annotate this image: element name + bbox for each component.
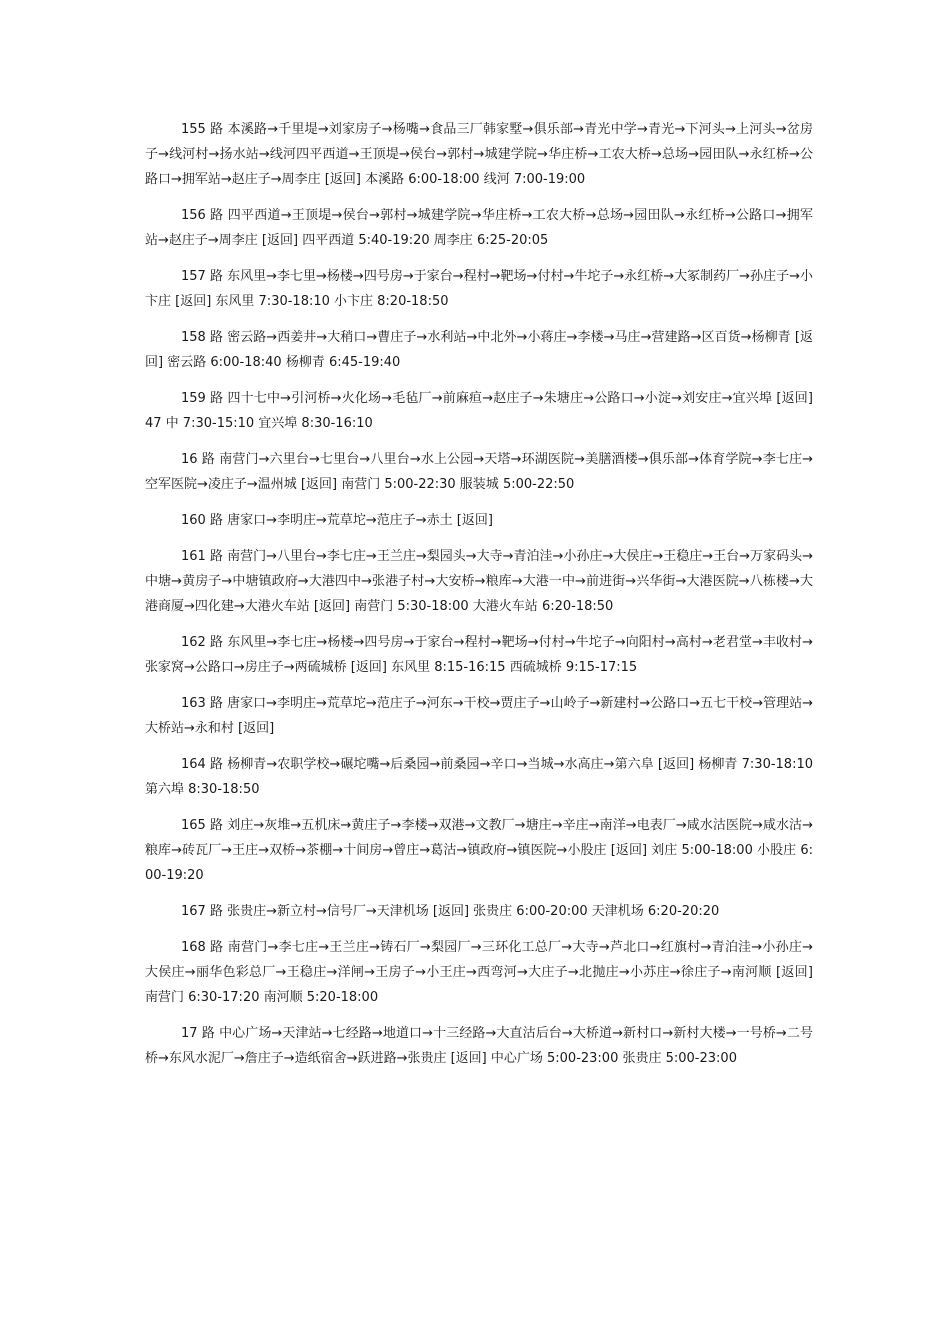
route-155: 155 路 本溪路→千里堤→刘家房子→杨嘴→食品三厂韩家墅→俱乐部→青光中学→青光→下河头→上河头→岔房子→线河村→扬水站→线河四平西道→王顶堤→侯台→郭村→城建学院→华庄桥→工农大桥→总场→园田队→永红桥→公路口→拥军站→赵庄子→周李庄 [返回] 本溪路 6:00-18:00 线河 7:00-19:00 <box>145 122 813 187</box>
route-156: 156 路 四平西道→王顶堤→侯台→郭村→城建学院→华庄桥→工农大桥→总场→园田队→永红桥→公路口→拥军站→赵庄子→周李庄 [返回] 四平西道 5:40-19:20 周李庄 6:25-20:05 <box>145 208 813 248</box>
route-163: 163 路 唐家口→李明庄→荒草坨→范庄子→河东→干校→贾庄子→山岭子→新建村→公路口→五七干校→管理站→大桥站→永和村 [返回] <box>145 696 813 736</box>
route-165: 165 路 刘庄→灰堆→五机床→黄庄子→李楼→双港→文教厂→塘庄→辛庄→南洋→电表厂→咸水沽医院→咸水沽→粮库→砖瓦厂→王庄→双桥→茶棚→十间房→曾庄→葛沽→镇政府→镇医院→小股庄 [返回] 刘庄 5:00-18:00 小股庄 6:00-19:20 <box>145 818 813 883</box>
route-159: 159 路 四十七中→引河桥→火化场→毛毡厂→前麻疸→赵庄子→朱塘庄→公路口→小淀→刘安庄→宜兴埠 [返回] 47 中 7:30-15:10 宜兴埠 8:30-16:10 <box>145 391 813 431</box>
route-list <box>145 117 813 1082</box>
route-17: 17 路 中心广场→天津站→七经路→地道口→十三经路→大直沽后台→大桥道→新村口→新村大楼→一号桥→二号桥→东风水泥厂→詹庄子→造纸宿舍→跃进路→张贵庄 [返回] 中心广场 5:00-23:00 张贵庄 5:00-23:00 <box>145 1026 813 1066</box>
route-164: 164 路 杨柳青→农职学校→碾坨嘴→后桑园→前桑园→辛口→当城→水高庄→第六阜 [返回] 杨柳青 7:30-18:10 第六埠 8:30-18:50 <box>145 757 813 797</box>
route-167: 167 路 张贵庄→新立村→信号厂→天津机场 [返回] 张贵庄 6:00-20:00 天津机场 6:20-20:20 <box>181 904 720 919</box>
route-168: 168 路 南营门→李七庄→王兰庄→铸石厂→梨园厂→三环化工总厂→大寺→芦北口→红旗村→青泊洼→小孙庄→大侯庄→丽华色彩总厂→王稳庄→洋闸→王房子→小王庄→西弯河→大庄子→北抛庄→小苏庄→徐庄子→南河顺 [返回] 南营门 6:30-17:20 南河顺 5:20-18:00 <box>145 940 813 1005</box>
route-162: 162 路 东风里→李七庄→杨楼→四号房→于家台→程村→靶场→付村→牛坨子→向阳村→高村→老君堂→丰收村→张家窝→公路口→房庄子→两硫城桥 [返回] 东风里 8:15-16:15 西硫城桥 9:15-17:15 <box>145 635 813 675</box>
route-157: 157 路 东风里→李七里→杨楼→四号房→于家台→程村→靶场→付村→牛坨子→永红桥→大冢制药厂→孙庄子→小卞庄 [返回] 东风里 7:30-18:10 小卞庄 8:20-18:50 <box>145 269 813 309</box>
route-158: 158 路 密云路→西姜井→大稍口→曹庄子→水利站→中北外→小蒋庄→李楼→马庄→营建路→区百货→杨柳青 [返回] 密云路 6:00-18:40 杨柳青 6:45-19:40 <box>145 330 813 370</box>
route-161: 161 路 南营门→八里台→李七庄→王兰庄→梨园头→大寺→青泊洼→小孙庄→大侯庄→王稳庄→王台→万家码头→中塘→黄房子→中塘镇政府→大港四中→张港子村→大安桥→粮库→大港一中→前进街→兴华街→大港医院→八栋楼→大港商厦→四化建→大港火车站 [返回] 南营门 5:30-18:00 大港火车站 6:20-18:50 <box>145 549 813 614</box>
route-16: 16 路 南营门→六里台→七里台→八里台→水上公园→天塔→环湖医院→美膳酒楼→俱乐部→体育学院→李七庄→空军医院→凌庄子→温州城 [返回] 南营门 5:00-22:30 服装城 5:00-22:50 <box>145 452 813 492</box>
route-160: 160 路 唐家口→李明庄→荒草坨→范庄子→赤土 [返回] <box>181 513 493 528</box>
